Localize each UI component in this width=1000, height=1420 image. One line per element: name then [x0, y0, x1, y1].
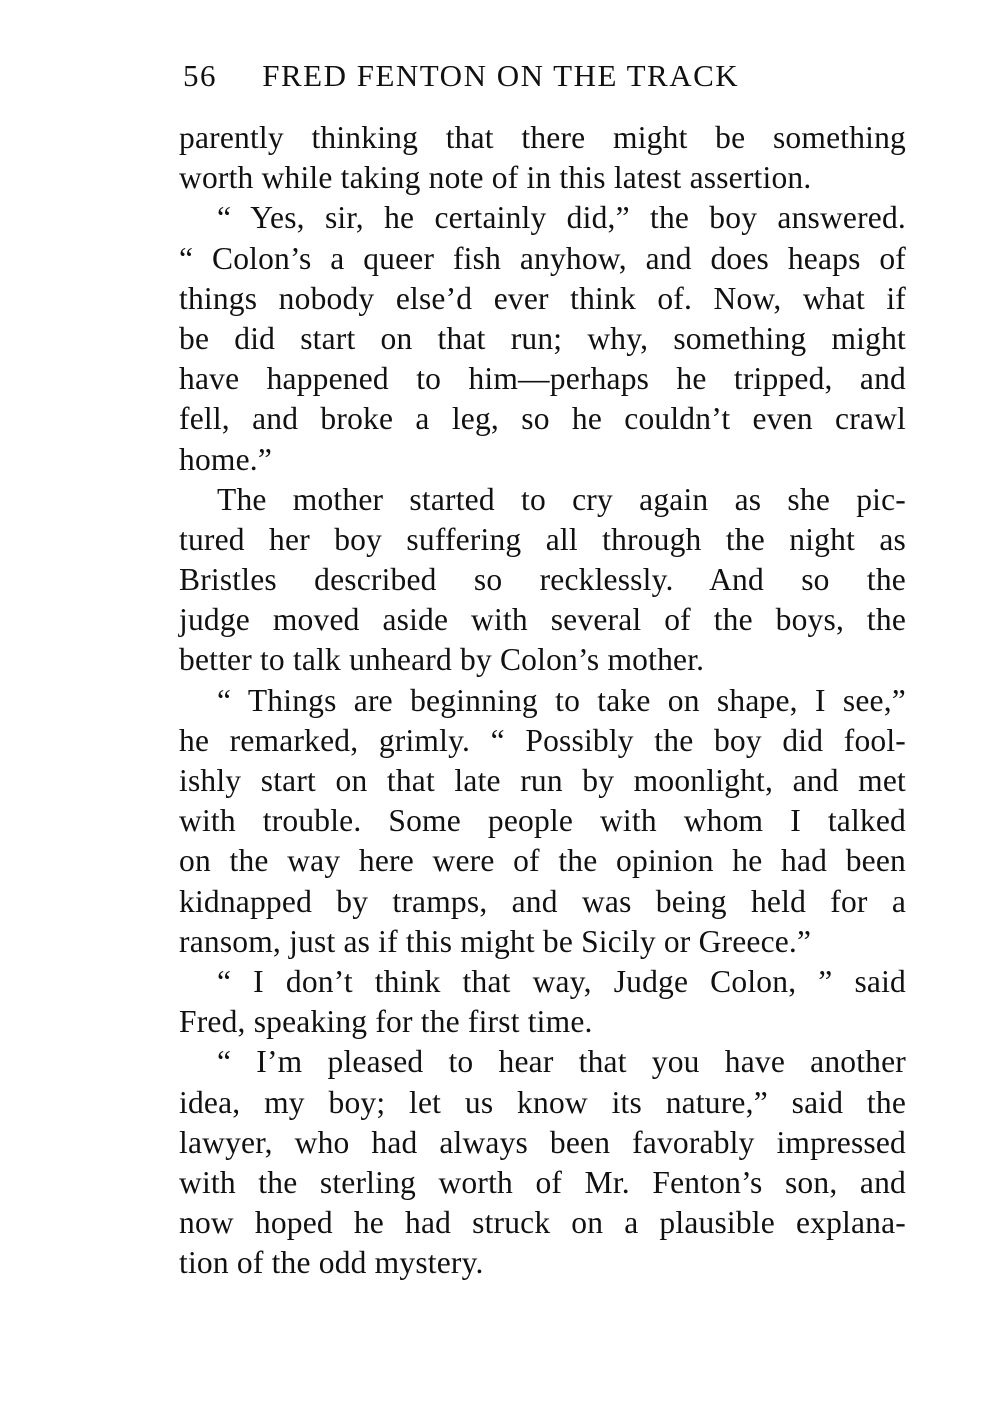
text-line: now hoped he had struck on a plausible explana- — [179, 1205, 906, 1241]
text-line: Bristles described so recklessly. And so the — [179, 562, 906, 598]
text-line: kidnapped by tramps, and was being held for a — [179, 883, 906, 919]
text-line: have happened to him—perhaps he tripped, and — [179, 361, 906, 397]
text-line: “ Things are beginning to take on shape, I see,” — [217, 682, 906, 718]
book-title: FRED FENTON ON THE TRACK — [262, 58, 740, 93]
page-number: 56 — [183, 58, 217, 93]
text-line: parently thinking that there might be something — [179, 120, 906, 155]
text-line: things nobody else’d ever think of. Now, what if — [179, 280, 906, 316]
running-head — [183, 58, 903, 98]
text-line: worth while taking note of in this latest assertion. — [179, 160, 812, 196]
text-line: better to talk unheard by Colon’s mother. — [179, 642, 705, 678]
text-line: “ Colon’s a queer fish anyhow, and does heaps of — [179, 240, 906, 276]
text-line: on the way here were of the opinion he had been — [179, 843, 906, 879]
text-line: ishly start on that late run by moonlight, and met — [179, 763, 906, 798]
text-line: “ I’m pleased to hear that you have another — [217, 1044, 906, 1080]
text-line: “ I don’t think that way, Judge Colon, ” said — [217, 963, 906, 999]
body-text — [179, 118, 906, 1283]
text-line: ransom, just as if this might be Sicily or Greece.” — [179, 923, 812, 959]
text-line: with trouble. Some people with whom I talked — [179, 803, 906, 839]
text-line: with the sterling worth of Mr. Fenton’s son, and — [179, 1164, 906, 1200]
text-line: judge moved aside with several of the boys, the — [179, 602, 906, 638]
text-line: tured her boy suffering all through the night as — [179, 521, 906, 557]
text-line: The mother started to cry again as she pic- — [217, 481, 906, 517]
text-line: home.” — [179, 441, 273, 477]
text-line: fell, and broke a leg, so he couldn’t even crawl — [179, 401, 906, 437]
text-line: be did start on that run; why, something might — [179, 320, 906, 356]
text-line: he remarked, grimly. “ Possibly the boy did fool- — [179, 722, 906, 758]
text-line: Fred, speaking for the first time. — [179, 1004, 593, 1040]
text-line: idea, my boy; let us know its nature,” said the — [179, 1084, 906, 1120]
text-line: lawyer, who had always been favorably impressed — [179, 1124, 906, 1160]
text-line: “ Yes, sir, he certainly did,” the boy answered. — [217, 200, 906, 236]
text-line: tion of the odd mystery. — [179, 1245, 484, 1281]
